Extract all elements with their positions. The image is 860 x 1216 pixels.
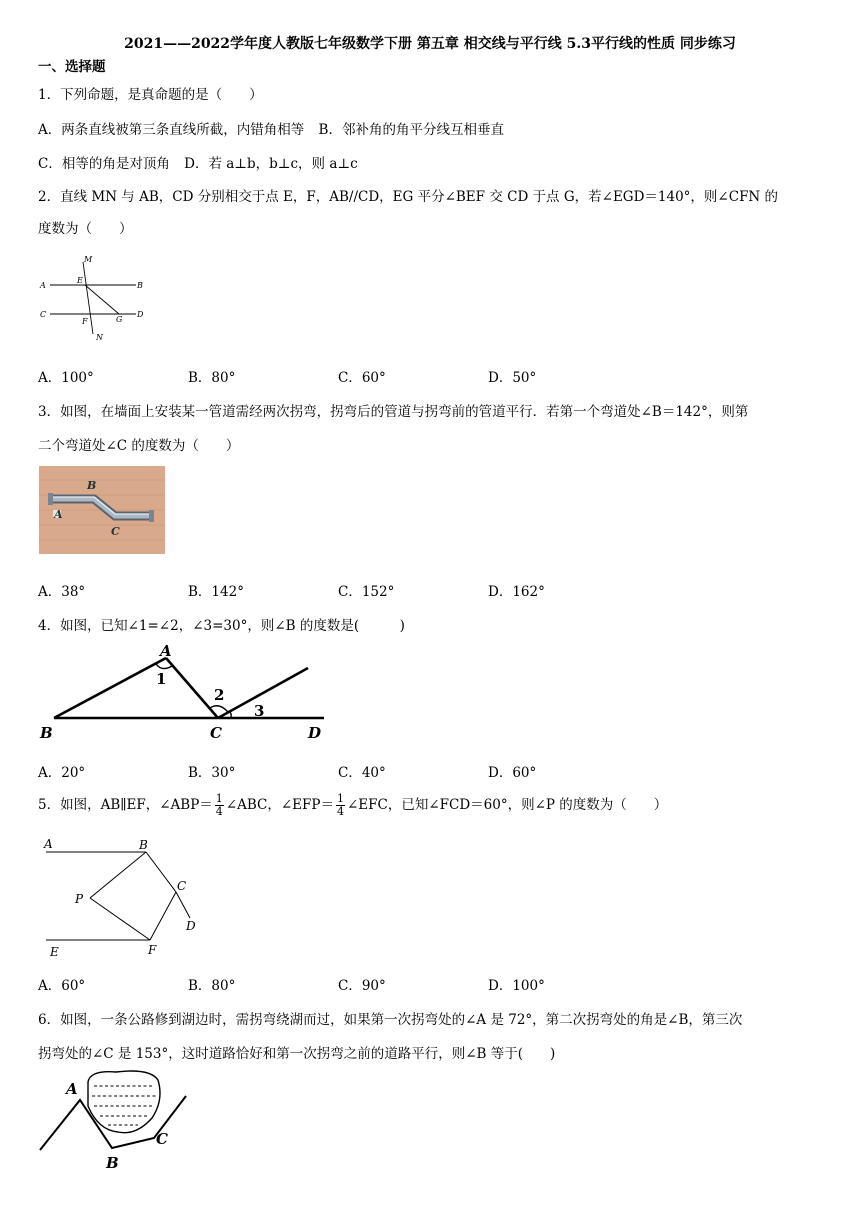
q2-option-a[interactable]: A．100° — [38, 370, 94, 386]
q6-label-c: C — [156, 1130, 168, 1148]
q6-label-b: B — [106, 1154, 119, 1172]
q4-label-2: 2 — [214, 686, 225, 704]
q5-option-c[interactable]: C．90° — [338, 978, 386, 994]
q3-label-a: A — [54, 508, 63, 521]
q6-stem-line1: 6．如图，一条公路修到湖边时，需拐弯绕湖而过，如果第一次拐弯处的∠A 是 72°，第二次拐弯处的角是∠B，第三次 — [38, 1012, 743, 1028]
q3-option-a[interactable]: A．38° — [38, 584, 86, 600]
q5-option-a[interactable]: A．60° — [38, 978, 86, 994]
q5-label-f: F — [148, 943, 157, 957]
q4-label-d: D — [308, 724, 322, 742]
page-title: 2021——2022学年度人教版七年级数学下册 第五章 相交线与平行线 5.3平行线的性质 同步练习 — [124, 36, 736, 52]
q5-fraction-2-den: 4 — [336, 805, 344, 818]
q5-fraction-1-num: 1 — [215, 792, 223, 805]
q4-label-3: 3 — [254, 702, 265, 720]
q4-option-d[interactable]: D．60° — [488, 765, 537, 781]
q1-option-c[interactable]: C．相等的角是对顶角 — [38, 156, 170, 172]
q5-label-b: B — [139, 838, 148, 852]
q2-figure — [36, 252, 156, 344]
q3-label-b: B — [87, 479, 97, 492]
q6-label-a: A — [66, 1080, 78, 1098]
q2-label-m: M — [84, 255, 93, 264]
q1-option-b[interactable]: B．邻补角的角平分线互相垂直 — [318, 122, 504, 138]
q5-option-d[interactable]: D．100° — [488, 978, 545, 994]
q3-option-d[interactable]: D．162° — [488, 584, 545, 600]
q2-label-e: E — [77, 276, 83, 285]
q5-label-a: A — [44, 837, 53, 851]
q4-label-c: C — [210, 724, 222, 742]
q5-fraction-1 — [215, 793, 224, 818]
q2-label-c: C — [40, 310, 47, 319]
q1-option-a[interactable]: A．两条直线被第三条直线所截，内错角相等 — [38, 122, 305, 138]
q3-figure — [39, 466, 165, 554]
q3-stem-line2: 二个弯道处∠C 的度数为（ ） — [38, 438, 240, 454]
q5-fraction-2 — [336, 793, 345, 818]
q2-option-c[interactable]: C．60° — [338, 370, 386, 386]
q1-options-row2 — [38, 152, 358, 172]
q6-figure — [36, 1066, 196, 1176]
q3-label-c: C — [111, 525, 120, 538]
q5-stem-part-a: 5．如图，AB∥EF，∠ABP＝ — [38, 797, 213, 813]
q4-label-b: B — [40, 724, 53, 742]
q4-option-a[interactable]: A．20° — [38, 765, 86, 781]
q2-stem-line1: 2．直线 MN 与 AB，CD 分别相交于点 E，F，AB//CD，EG 平分∠BEF 交 CD 于点 G，若∠EGD＝140°，则∠CFN 的 — [38, 189, 779, 205]
q2-label-a: A — [40, 281, 46, 290]
q5-label-d: D — [186, 919, 196, 933]
q2-label-n: N — [96, 333, 103, 342]
q5-stem-part-c: ∠EFC，已知∠FCD＝60°，则∠P 的度数为（ ） — [346, 797, 668, 813]
q2-option-b[interactable]: B．80° — [188, 370, 236, 386]
q2-label-g: G — [116, 315, 123, 324]
q5-label-c: C — [177, 879, 187, 893]
q1-option-d[interactable]: D．若 a⊥b，b⊥c，则 a⊥c — [184, 156, 358, 172]
q5-option-b[interactable]: B．80° — [188, 978, 236, 994]
q1-options-row1 — [38, 118, 504, 138]
q4-option-b[interactable]: B．30° — [188, 765, 236, 781]
q4-figure — [36, 640, 336, 748]
q4-label-a: A — [160, 642, 172, 660]
q2-stem-line2: 度数为（ ） — [38, 221, 133, 237]
q3-option-b[interactable]: B．142° — [188, 584, 244, 600]
q4-option-c[interactable]: C．40° — [338, 765, 386, 781]
q2-label-b: B — [137, 281, 143, 290]
q2-option-d[interactable]: D．50° — [488, 370, 537, 386]
q5-stem — [38, 791, 667, 819]
q5-stem-part-b: ∠ABC，∠EFP＝ — [225, 797, 334, 813]
q4-stem: 4．如图，已知∠1=∠2，∠3=30°，则∠B 的度数是( ) — [38, 618, 405, 634]
section-heading: 一、选择题 — [38, 59, 106, 75]
q2-label-f: F — [82, 317, 88, 326]
q5-fraction-1-den: 4 — [215, 805, 223, 818]
q5-figure — [38, 832, 208, 962]
q5-label-e: E — [50, 945, 59, 959]
q3-stem-line1: 3．如图，在墙面上安装某一管道需经两次拐弯，拐弯后的管道与拐弯前的管道平行．若第一个弯道处∠B＝142°，则第 — [38, 404, 749, 420]
q5-fraction-2-num: 1 — [336, 792, 344, 805]
q5-label-p: P — [75, 892, 84, 906]
q4-label-1: 1 — [156, 670, 167, 688]
q6-stem-line2: 拐弯处的∠C 是 153°，这时道路恰好和第一次拐弯之前的道路平行，则∠B 等于( ) — [38, 1046, 556, 1062]
q3-option-c[interactable]: C．152° — [338, 584, 395, 600]
q1-stem: 1．下列命题，是真命题的是（ ） — [38, 87, 263, 103]
q2-label-d: D — [137, 310, 144, 319]
